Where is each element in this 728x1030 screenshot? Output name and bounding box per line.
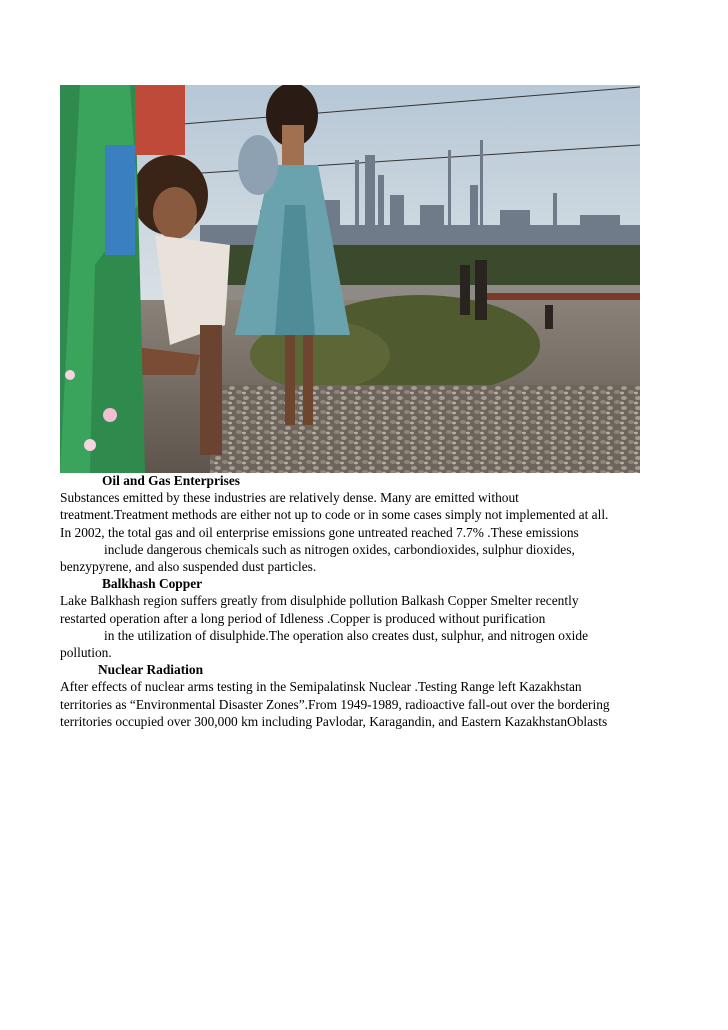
- paragraph-line: Substances emitted by these industries are relatively dense. Many are emitted without: [60, 490, 519, 506]
- section-heading: Nuclear Radiation: [98, 662, 204, 678]
- paragraph-line: pollution.: [60, 645, 112, 661]
- paragraph-line: include dangerous chemicals such as nitrogen oxides, carbondioxides, sulphur dioxides,: [104, 541, 575, 557]
- paragraph-line: in the utilization of disulphide.The operation also creates dust, sulphur, and nitrogen oxide: [104, 627, 589, 643]
- paragraph-line: benzypyrene, and also suspended dust particles.: [60, 559, 317, 575]
- section-heading: Balkhash Copper: [102, 576, 203, 592]
- paragraph-line: territories as “Environmental Disaster Zones”.From 1949-1989, radioactive fall-out over the bordering: [60, 696, 610, 712]
- paragraph-line: treatment.Treatment methods are either not up to code or in some cases simply not implemented at all.: [60, 507, 609, 523]
- paragraph-line: After effects of nuclear arms testing in the Semipalatinsk Nuclear .Testing Range left Kazakhstan: [60, 679, 582, 695]
- children-near-refinery-photo: [60, 85, 640, 473]
- paragraph-line: territories occupied over 300,000 km including Pavlodar, Karagandin, and Eastern KazakhstanOblasts: [60, 713, 608, 729]
- paragraph-line: restarted operation after a long period of Idleness .Copper is produced without purification: [60, 610, 546, 626]
- paragraph-line: Lake Balkhash region suffers greatly from disulphide pollution Balkash Copper Smelter recently: [60, 593, 579, 609]
- document-photo: [60, 85, 640, 473]
- document-body: [60, 472, 670, 730]
- section-heading: Oil and Gas Enterprises: [102, 473, 241, 488]
- paragraph-line: In 2002, the total gas and oil enterprise emissions gone untreated reached 7.7% .These emissions: [60, 524, 579, 540]
